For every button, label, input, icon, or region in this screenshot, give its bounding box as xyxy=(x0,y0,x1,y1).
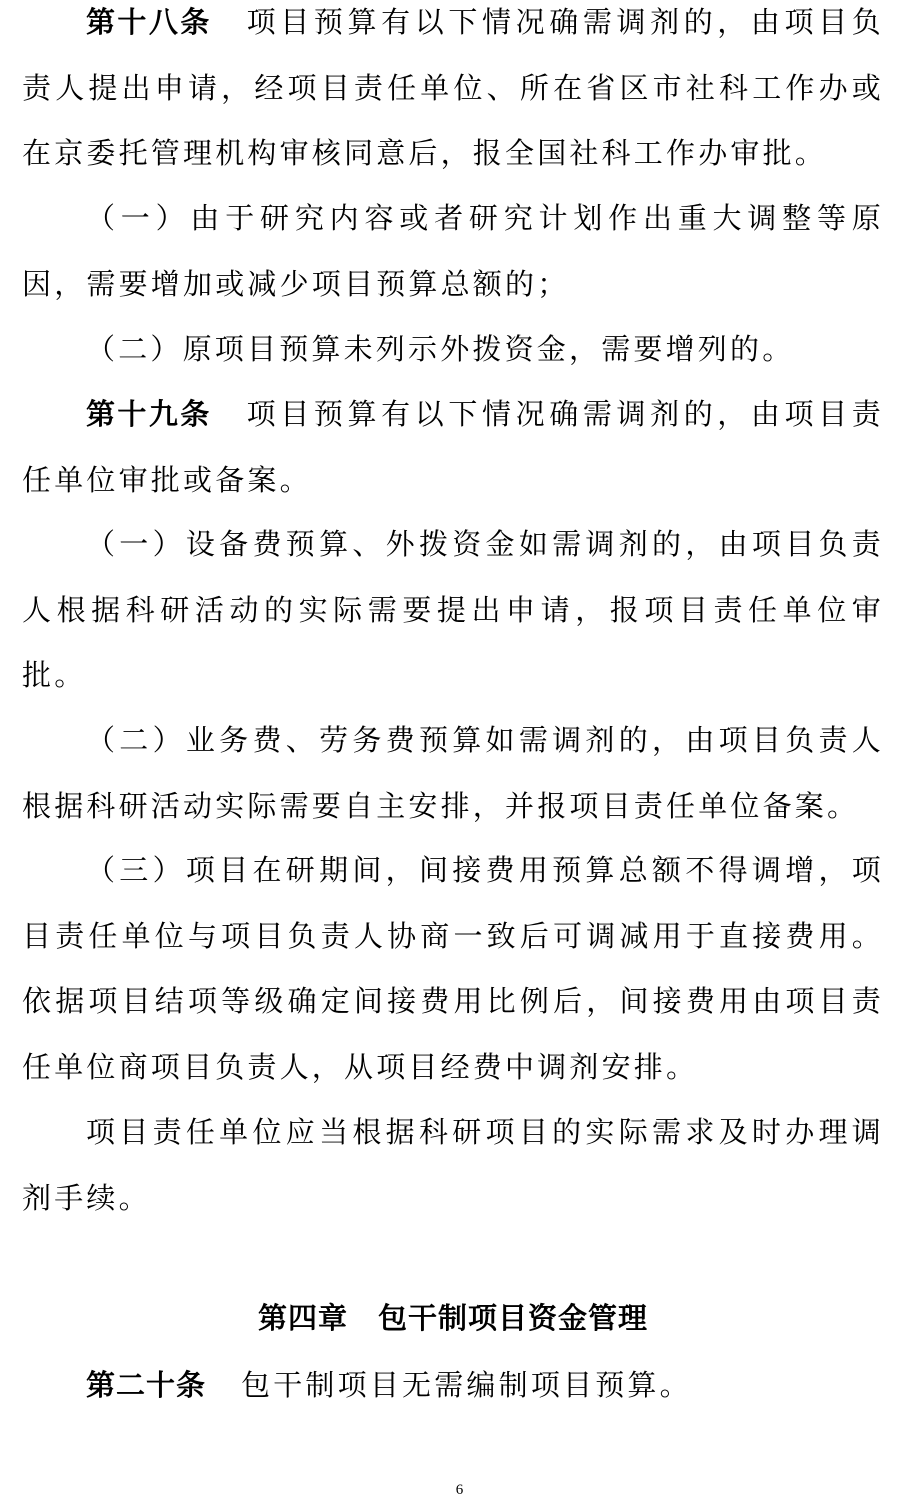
article-19-item-1: （一）设备费预算、外拨资金如需调剂的，由项目负责人根据科研活动的实际需要提出申请，报项目责任单位审批。 xyxy=(22,527,884,692)
article-20 xyxy=(22,1353,884,1419)
article-19 xyxy=(22,382,884,513)
article-19-closing: 项目责任单位应当根据科研项目的实际需求及时办理调剂手续。 xyxy=(22,1115,884,1215)
article-19-item-2: （二）业务费、劳务费预算如需调剂的，由项目负责人根据科研活动实际需要自主安排，并报项目责任单位备案。 xyxy=(22,723,884,823)
page-number: 6 xyxy=(455,1482,464,1498)
article-18-heading: 第十八条 xyxy=(86,5,212,39)
article-18-text: 项目预算有以下情况确需调剂的，由项目负责人提出申请，经项目责任单位、所在省区市社科工作办或在京委托管理机构审核同意后，报全国社科工作办审批。 xyxy=(22,5,884,170)
article-20-heading: 第二十条 xyxy=(86,1368,207,1402)
article-19-heading: 第十九条 xyxy=(86,397,212,431)
article-18-item-1: （一）由于研究内容或者研究计划作出重大调整等原因，需要增加或减少项目预算总额的； xyxy=(22,201,884,301)
article-18 xyxy=(22,0,884,187)
article-19-item-3: （三）项目在研期间，间接费用预算总额不得调增，项目责任单位与项目负责人协商一致后可调减用于直接费用。依据项目结项等级确定间接费用比例后，间接费用由项目责任单位商项目负责人，从项目经费中调剂安排。 xyxy=(22,853,884,1084)
article-18-item-2: （二）原项目预算未列示外拨资金，需要增列的。 xyxy=(86,332,795,366)
chapter-4-title xyxy=(22,1286,884,1351)
article-20-text: 包干制项目无需编制项目预算。 xyxy=(241,1368,692,1402)
article-19-text: 项目预算有以下情况确需调剂的，由项目责任单位审批或备案。 xyxy=(22,397,884,497)
chapter-name: 包干制项目资金管理 xyxy=(378,1301,649,1335)
chapter-number: 第四章 xyxy=(257,1301,348,1335)
